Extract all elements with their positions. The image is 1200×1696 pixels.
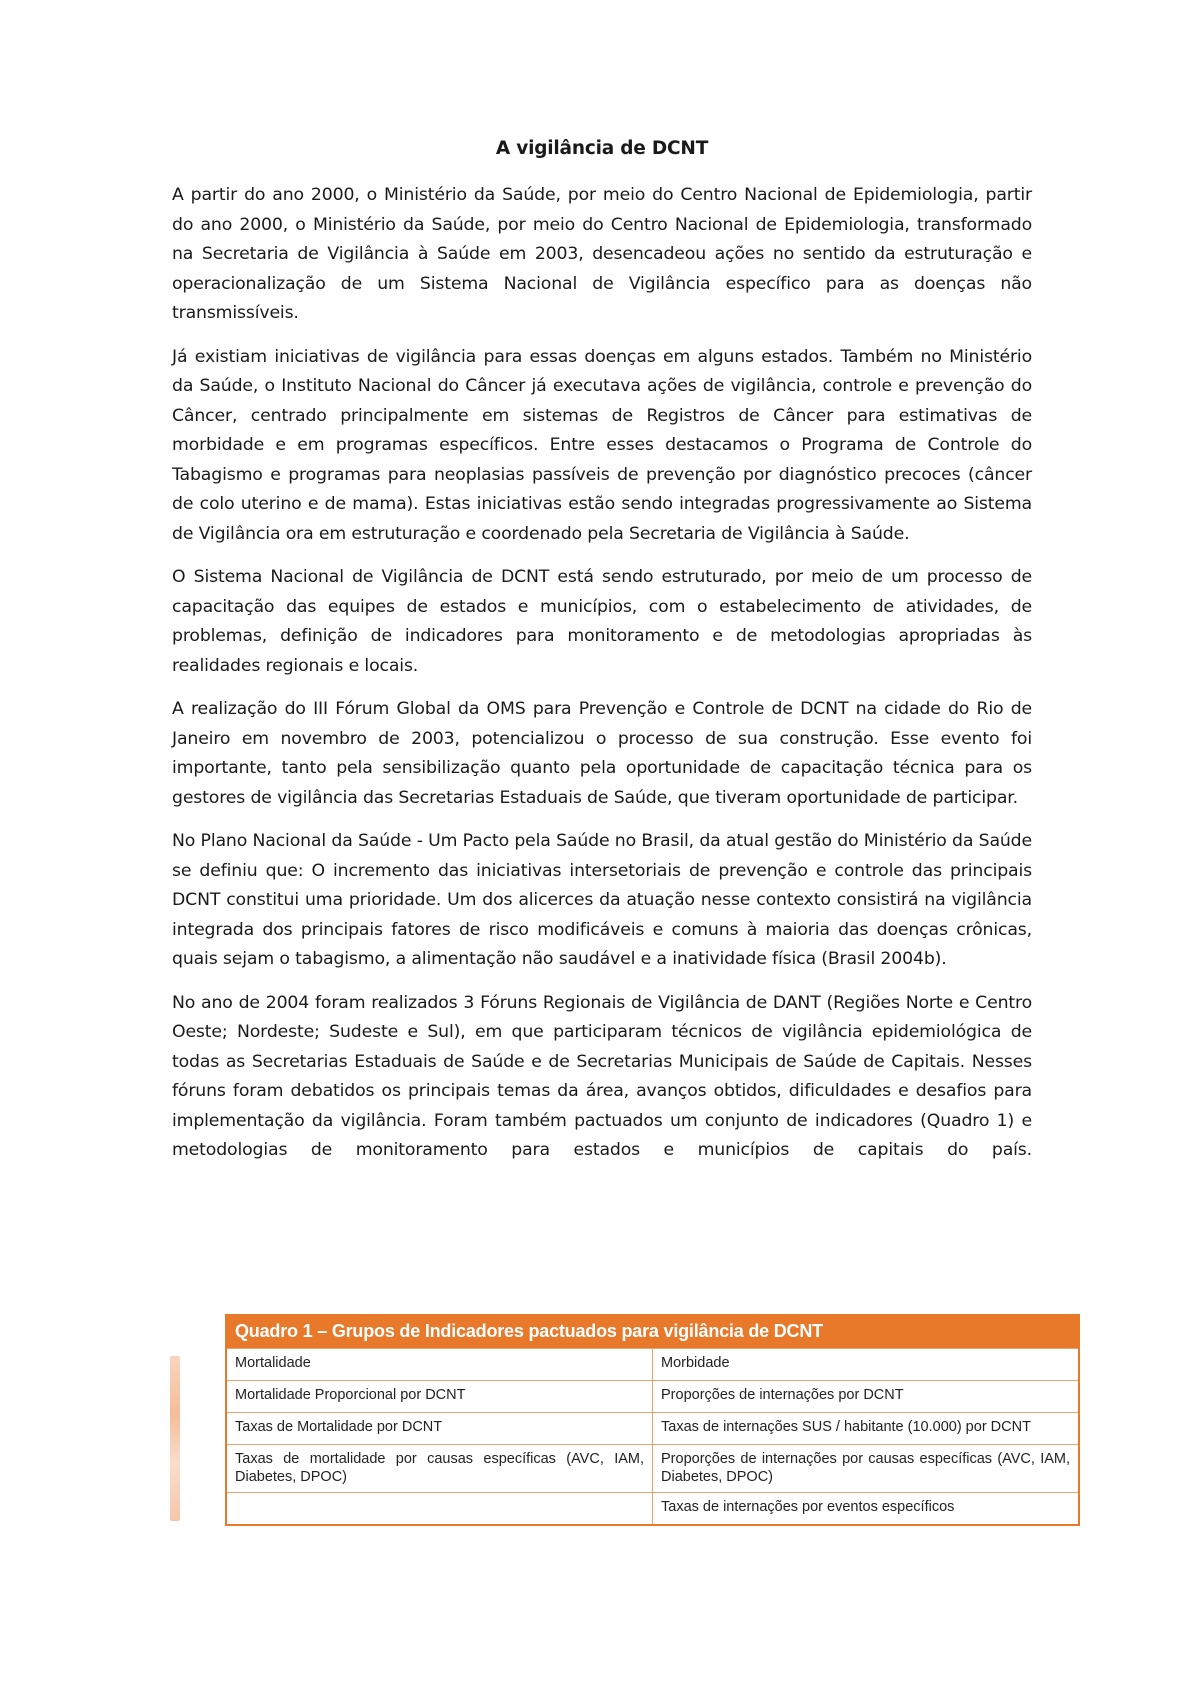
paragraph: O Sistema Nacional de Vigilância de DCNT está sendo estruturado, por meio de um processo de capacitação das equipes de estados e municípios, com o estabelecimento de atividades, de problemas, definição de indicadores para monitoramento e de metodologias apropriadas às realidades regionais e locais. <box>172 567 1032 676</box>
table-row <box>226 1381 1079 1413</box>
table-row <box>226 1445 1079 1493</box>
document-body <box>172 138 1032 1166</box>
paragraph: A partir do ano 2000, o Ministério da Saúde, por meio do Centro Nacional de Epidemiologia, partir do ano 2000, o Ministério da Saúde, por meio do Centro Nacional de Epidemiologia, transformado na Secretaria de Vigilância à Saúde em 2003, desencadeou ações no sentido da estruturação e operacionalização de um Sistema Nacional de Vigilância específico para as doenças não transmissíveis. <box>172 185 1032 323</box>
table-cell: Proporções de internações por DCNT <box>653 1381 1080 1413</box>
table-cell: Taxas de internações SUS / habitante (10.000) por DCNT <box>653 1413 1080 1445</box>
paragraph: No Plano Nacional da Saúde - Um Pacto pela Saúde no Brasil, da atual gestão do Ministério da Saúde se definiu que: O incremento das iniciativas intersetoriais de prevenção e controle das principais DCNT constitui uma prioridade. Um dos alicerces da atuação nesse contexto consistirá na vigilância integrada dos principais fatores de risco modificáveis e comuns à maioria das doenças crônicas, quais sejam o tabagismo, a alimentação não saudável e a inatividade física (Brasil 2004b). <box>172 831 1032 969</box>
indicators-table <box>225 1348 1080 1526</box>
paragraph: No ano de 2004 foram realizados 3 Fóruns Regionais de Vigilância de DANT (Regiões Norte e Centro Oeste; Nordeste; Sudeste e Sul), em que participaram técnicos de vigilância epidemiológica de todas as Secretarias Estaduais de Saúde e de Secretarias Municipais de Saúde de Capitais. Nesses fóruns foram debatidos os principais temas da área, avanços obtidos, dificuldades e desafios para implementação da vigilância. Foram também pactuados um conjunto de indicadores (Quadro 1) e metodologias de monitoramento para estados e municípios de capitais do país. <box>172 992 1032 1160</box>
table-cell: Proporções de internações por causas específicas (AVC, IAM, Diabetes, DPOC) <box>653 1445 1080 1493</box>
table-cell: Mortalidade <box>226 1349 653 1381</box>
table-cell <box>226 1493 653 1526</box>
quadro-title: Quadro 1 – Grupos de Indicadores pactuados para vigilância de DCNT <box>225 1314 1080 1348</box>
table-cell: Morbidade <box>653 1349 1080 1381</box>
table-row <box>226 1493 1079 1526</box>
table-row <box>226 1413 1079 1445</box>
paragraph: A realização do III Fórum Global da OMS para Prevenção e Controle de DCNT na cidade do Rio de Janeiro em novembro de 2003, potencializou o processo de sua construção. Esse evento foi importante, tanto pela sensibilização quanto pela oportunidade de capacitação técnica para os gestores de vigilância das Secretarias Estaduais de Saúde, que tiveram oportunidade de participar. <box>172 699 1032 808</box>
document-title: A vigilância de DCNT <box>495 138 709 159</box>
table-cell: Taxas de Mortalidade por DCNT <box>226 1413 653 1445</box>
quadro-1-table <box>225 1314 1080 1526</box>
table-cell: Taxas de mortalidade por causas específicas (AVC, IAM, Diabetes, DPOC) <box>226 1445 653 1493</box>
decorative-image-strip <box>170 1356 180 1521</box>
table-cell: Mortalidade Proporcional por DCNT <box>226 1381 653 1413</box>
table-row <box>226 1349 1079 1381</box>
paragraph: Já existiam iniciativas de vigilância para essas doenças em alguns estados. Também no Ministério da Saúde, o Instituto Nacional do Câncer já executava ações de vigilância, controle e prevenção do Câncer, centrado principalmente em sistemas de Registros de Câncer para estimativas de morbidade e em programas específicos. Entre esses destacamos o Programa de Controle do Tabagismo e programas para neoplasias passíveis de prevenção por diagnóstico precoces (câncer de colo uterino e de mama). Estas iniciativas estão sendo integradas progressivamente ao Sistema de Vigilância ora em estruturação e coordenado pela Secretaria de Vigilância à Saúde. <box>172 346 1032 544</box>
table-cell: Taxas de internações por eventos específicos <box>653 1493 1080 1526</box>
